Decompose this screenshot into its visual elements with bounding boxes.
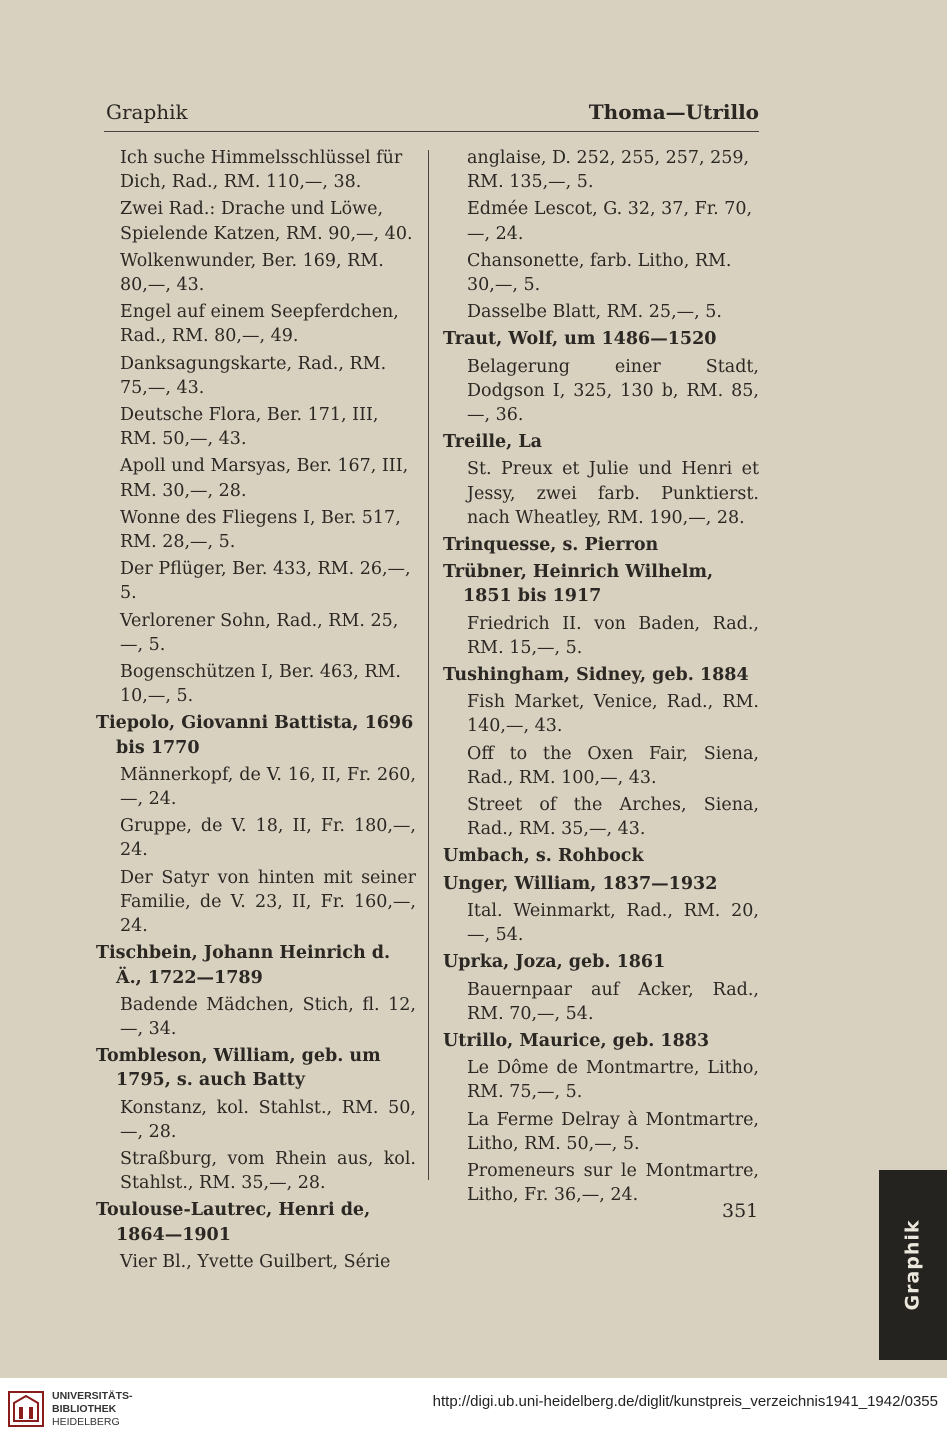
catalog-entry: Verlorener Sohn, Rad., RM. 25,—, 5. — [120, 610, 399, 655]
catalog-entry: Dasselbe Blatt, RM. 25,—, 5. — [467, 302, 722, 323]
artist-heading: Traut, Wolf, um 1486—1520 — [443, 329, 717, 350]
library-name-line: HEIDELBERG — [52, 1416, 120, 1428]
artist-heading: Umbach, s. Rohbock — [443, 846, 644, 867]
artist-heading: Trübner, Heinrich Wilhelm, 1851 bis 1917 — [443, 562, 714, 607]
library-name-line: UNIVERSITÄTS- — [52, 1390, 133, 1402]
header-rule — [104, 131, 759, 132]
catalog-entry: Fish Market, Venice, Rad., RM. 140,—, 43. — [467, 692, 759, 737]
artist-heading: Unger, William, 1837—1932 — [443, 873, 718, 894]
catalog-entry: Edmée Lescot, G. 32, 37, Fr. 70,—, 24. — [467, 199, 753, 244]
catalog-entry: Chansonette, farb. Litho, RM. 30,—, 5. — [467, 250, 732, 296]
artist-heading: Tiepolo, Giovanni Battista, 1696 bis 1770 — [96, 713, 414, 758]
source-url-link[interactable]: http://digi.ub.uni-heidelberg.de/diglit/kunstpreis_verzeichnis1941_1942/0355 — [432, 1393, 938, 1410]
catalog-entry: Konstanz, kol. Stahlst., RM. 50,—, 28. — [120, 1097, 416, 1142]
running-head-left: Graphik — [106, 100, 188, 124]
artist-heading: Utrillo, Maurice, geb. 1883 — [443, 1030, 710, 1051]
catalog-entry: Apoll und Marsyas, Ber. 167, III, RM. 30,—, 28. — [120, 456, 409, 501]
catalog-entry: Vier Bl., Yvette Guilbert, Série — [120, 1251, 391, 1272]
catalog-entry: Belagerung einer Stadt, Dodgson I, 325, 130 b, RM. 85,—, 36. — [467, 356, 759, 426]
catalog-entry: Wonne des Fliegens I, Ber. 517, RM. 28,—, 5. — [120, 507, 401, 553]
catalog-entry: Ital. Weinmarkt, Rad., RM. 20,—, 54. — [467, 900, 759, 946]
catalog-entry: Männerkopf, de V. 16, II, Fr. 260,—, 24. — [120, 764, 416, 810]
section-tab — [879, 1170, 947, 1360]
catalog-entry: Le Dôme de Montmartre, Litho, RM. 75,—, 5. — [467, 1058, 759, 1103]
library-name-line: BIBLIOTHEK — [52, 1403, 117, 1415]
catalog-entry: Zwei Rad.: Drache und Löwe, Spielende Katzen, RM. 90,—, 40. — [120, 199, 413, 244]
column-divider — [428, 150, 429, 1180]
catalog-entry: Gruppe, de V. 18, II, Fr. 180,—, 24. — [120, 816, 416, 861]
left-column — [96, 146, 416, 1277]
catalog-entry: Bauernpaar auf Acker, Rad., RM. 70,—, 54. — [467, 979, 759, 1024]
running-head-right: Thoma—Utrillo — [588, 100, 759, 124]
catalog-entry: Bogenschützen I, Ber. 463, RM. 10,—, 5. — [120, 662, 401, 707]
catalog-entry: St. Preux et Julie und Henri et Jessy, zwei farb. Punktierst. nach Wheatley, RM. 190,—, 28. — [467, 459, 759, 528]
section-tab-label: Graphik — [902, 1219, 924, 1311]
catalog-entry: Danksagungskarte, Rad., RM. 75,—, 43. — [120, 353, 387, 398]
catalog-entry: Der Satyr von hinten mit seiner Familie, de V. 23, II, Fr. 160,—, 24. — [120, 867, 416, 937]
catalog-entry: Street of the Arches, Siena, Rad., RM. 35,—, 43. — [467, 795, 759, 840]
artist-heading: Trinquesse, s. Pierron — [443, 535, 659, 556]
footer-bar — [0, 1378, 947, 1446]
catalog-entry: Straßburg, vom Rhein aus, kol. Stahlst., RM. 35,—, 28. — [120, 1148, 416, 1194]
catalog-entry: Badende Mädchen, Stich, fl. 12,—, 34. — [120, 994, 416, 1039]
catalog-entry: Promeneurs sur le Montmartre, Litho, Fr. 36,—, 24. — [467, 1160, 759, 1206]
artist-heading: Tischbein, Johann Heinrich d. Ä., 1722—1789 — [96, 943, 391, 988]
catalog-entry: La Ferme Delray à Montmartre, Litho, RM. 50,—, 5. — [467, 1109, 759, 1154]
library-name — [52, 1390, 133, 1429]
artist-heading: Toulouse-Lautrec, Henri de, 1864—1901 — [96, 1200, 371, 1245]
artist-heading: Uprka, Joza, geb. 1861 — [443, 952, 666, 973]
catalog-entry: Ich suche Himmelsschlüssel für Dich, Rad., RM. 110,—, 38. — [120, 148, 403, 193]
artist-heading: Tushingham, Sidney, geb. 1884 — [443, 665, 749, 686]
artist-heading: Treille, La — [443, 432, 543, 453]
catalog-entry: Friedrich II. von Baden, Rad., RM. 15,—, 5. — [467, 613, 759, 658]
catalog-entry: Engel auf einem Seepferdchen, Rad., RM. 80,—, 49. — [120, 302, 399, 347]
catalog-entry: Der Pflüger, Ber. 433, RM. 26,—, 5. — [120, 559, 411, 604]
page-number: 351 — [722, 1200, 759, 1222]
right-column — [443, 146, 759, 1210]
catalog-entry: anglaise, D. 252, 255, 257, 259, RM. 135,—, 5. — [467, 148, 750, 193]
library-logo-icon — [8, 1391, 44, 1427]
catalog-entry: Deutsche Flora, Ber. 171, III, RM. 50,—, 43. — [120, 405, 379, 450]
artist-heading: Tombleson, William, geb. um 1795, s. auch Batty — [96, 1046, 381, 1091]
catalog-entry: Wolkenwunder, Ber. 169, RM. 80,—, 43. — [120, 250, 384, 296]
catalog-entry: Off to the Oxen Fair, Siena, Rad., RM. 100,—, 43. — [467, 743, 759, 788]
